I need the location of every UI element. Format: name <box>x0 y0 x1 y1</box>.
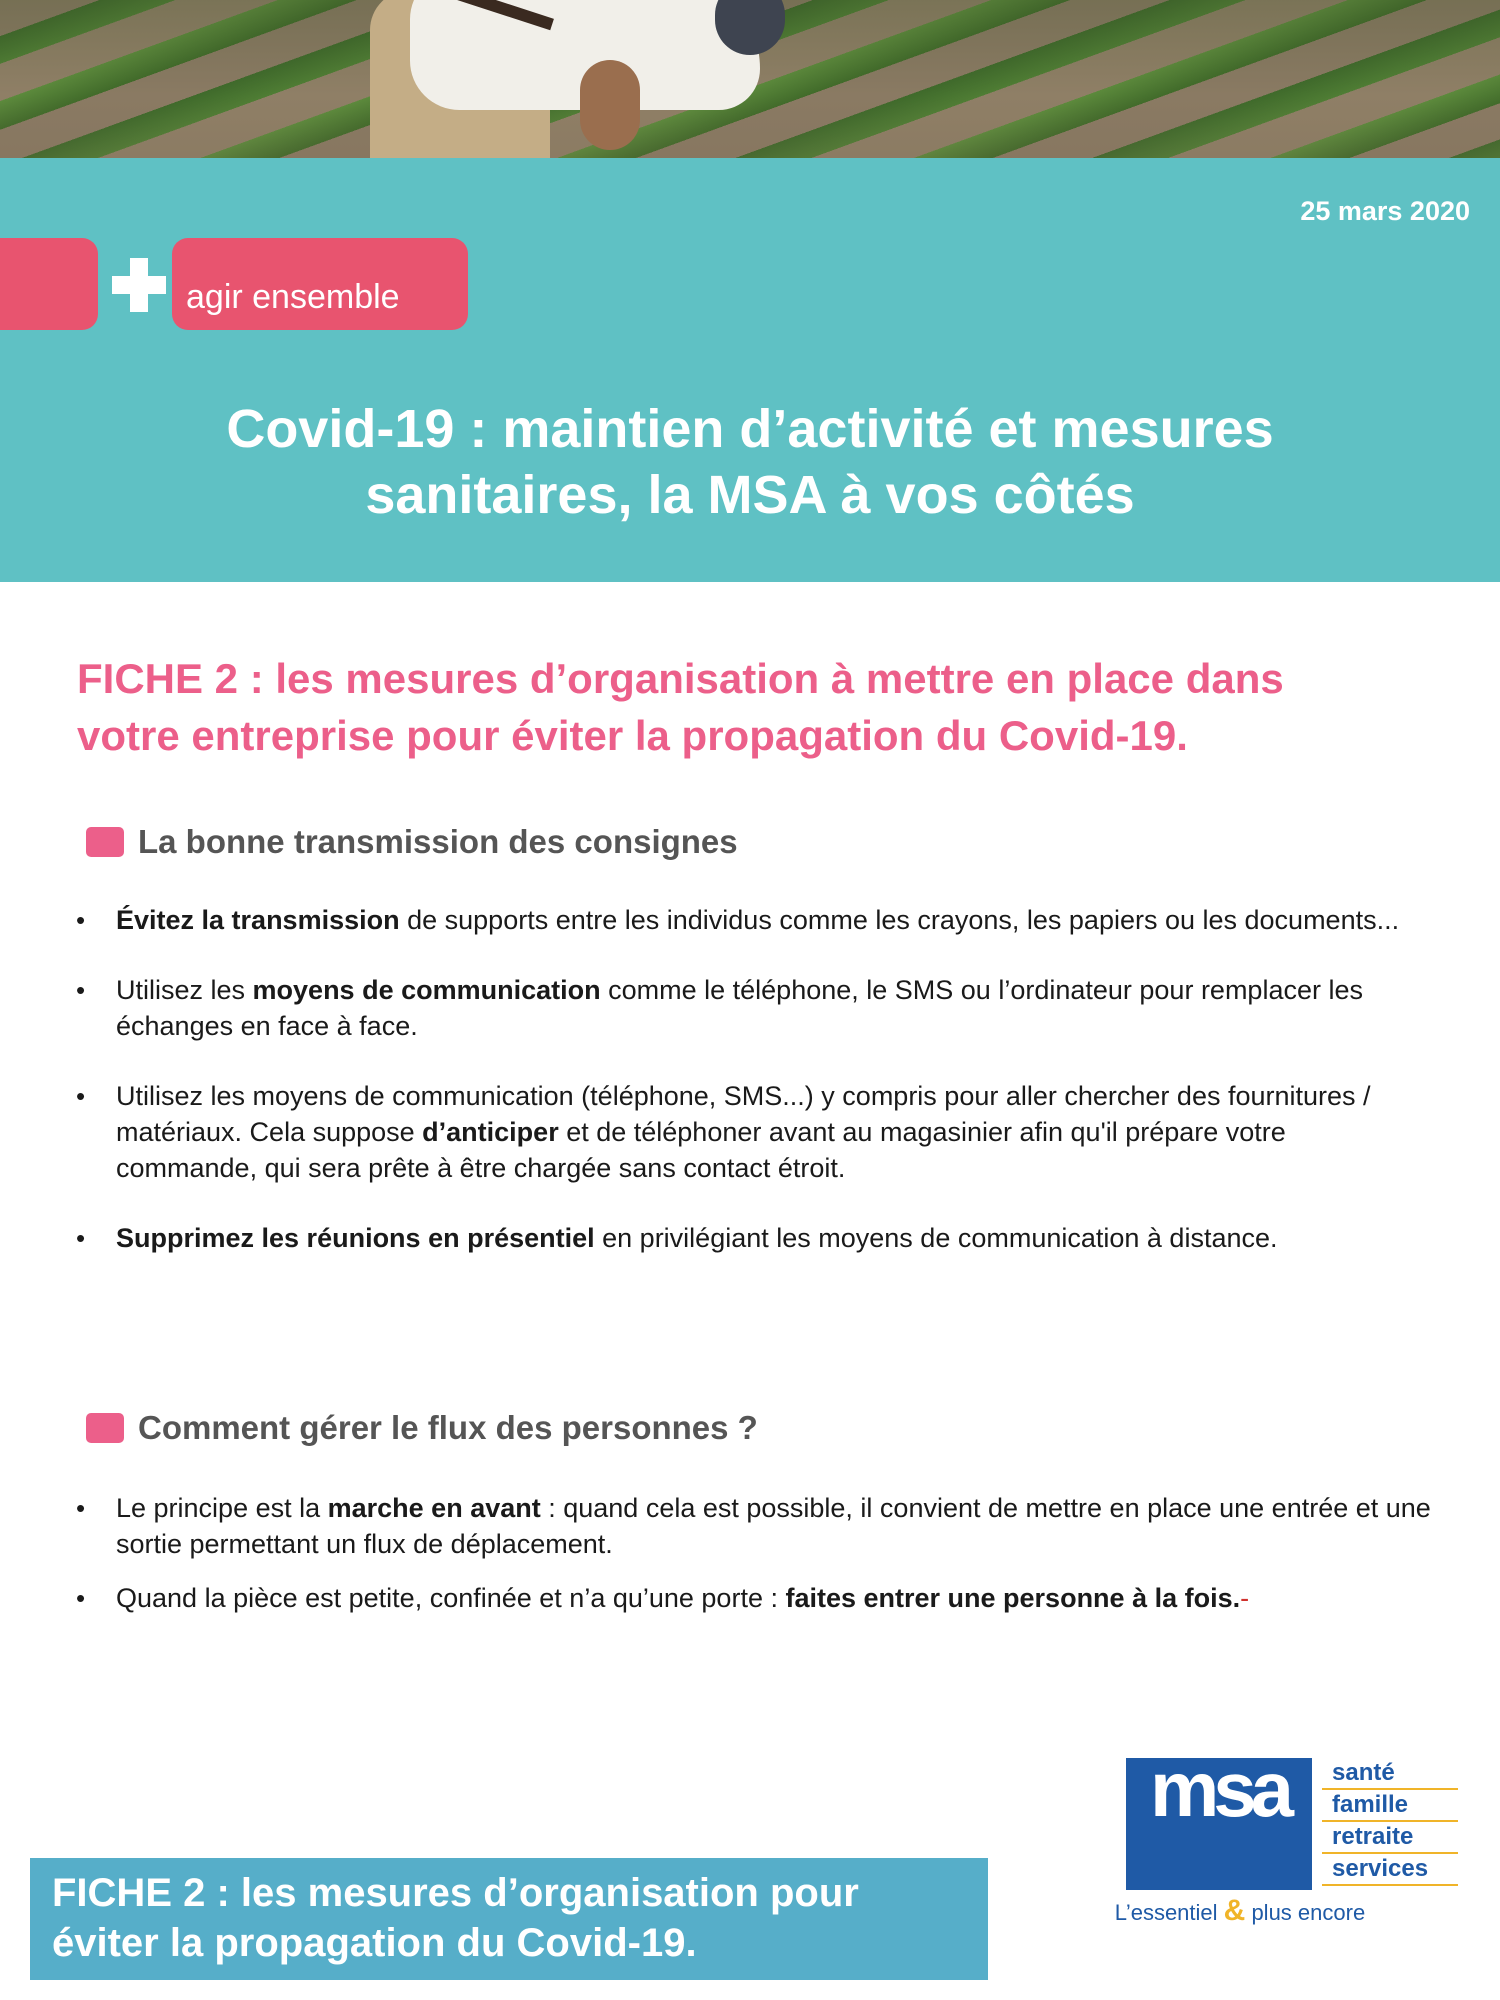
list-item: • Supprimez les réunions en présentiel en privilégiant les moyens de communication à distance. <box>74 1220 1434 1256</box>
fiche-heading: FICHE 2 : les mesures d’organisation à mettre en place dans votre entreprise pour éviter la propagation du Covid-19. <box>77 655 1284 759</box>
section-marker-icon <box>86 1413 124 1443</box>
cross-icon <box>112 258 166 312</box>
brand-tab <box>0 238 98 330</box>
list-item: • Quand la pièce est petite, confinée et n’a qu’une porte : faites entrer une personne à la fois.- <box>74 1580 1434 1616</box>
brand-label: agir ensemble <box>186 278 400 316</box>
bullet-list <box>74 902 1434 1290</box>
section-title: La bonne transmission des consignes <box>138 823 738 860</box>
section-title: Comment gérer le flux des personnes ? <box>138 1409 758 1446</box>
msa-logo <box>1060 1745 1429 1934</box>
section-header <box>86 1406 758 1450</box>
msa-logo-words: santé famille retraite services <box>1322 1758 1458 1886</box>
brand-label-box <box>172 238 468 330</box>
title-banner <box>0 158 1500 582</box>
msa-tagline: L’essentiel & plus encore <box>1114 1894 1366 1927</box>
footer-summary-box: FICHE 2 : les mesures d’organisation pour éviter la propagation du Covid-19. <box>30 1858 988 1980</box>
msa-logo-mark: msa <box>1126 1758 1312 1890</box>
list-item: • Le principe est la marche en avant : quand cela est possible, il convient de mettre en place une entrée et une sortie permettant un flux de déplacement. <box>74 1490 1434 1562</box>
page-title: Covid-19 : maintien d’activité et mesures sanitaires, la MSA à vos côtés <box>226 399 1274 525</box>
publication-date: 25 mars 2020 <box>1300 196 1470 226</box>
bullet-list <box>74 1490 1434 1634</box>
list-item: • Utilisez les moyens de communication (téléphone, SMS...) y compris pour aller chercher des fournitures / matériaux. Cela suppose d’anticiper et de téléphoner avant au magasinier afin qu'il prépare votre commande, qui sera prête à être chargée sans contact étroit. <box>74 1078 1434 1186</box>
section-header <box>86 820 738 864</box>
header-photo <box>0 0 1500 158</box>
list-item: • Utilisez les moyens de communication comme le téléphone, le SMS ou l’ordinateur pour remplacer les échanges en face à face. <box>74 972 1434 1044</box>
section-marker-icon <box>86 827 124 857</box>
revision-mark: - <box>1240 1583 1250 1613</box>
list-item: • Évitez la transmission de supports entre les individus comme les crayons, les papiers ou les documents... <box>74 902 1434 938</box>
